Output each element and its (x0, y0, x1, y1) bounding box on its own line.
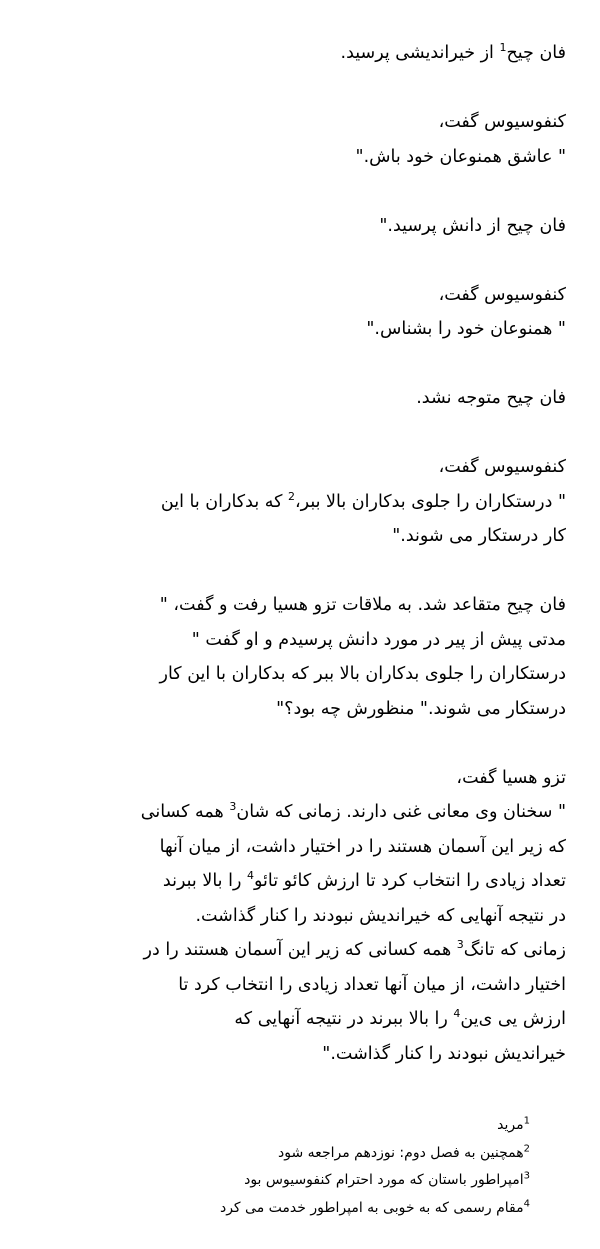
text-line (30, 485, 566, 520)
text-run: کار درستکار می شوند." (392, 526, 566, 546)
text-run: از خیراندیشی پرسید. (340, 43, 500, 63)
text-run: در نتیجه آنهایی که خیراندیش نبودند را کنار گذاشت. (195, 905, 566, 926)
body-text (30, 36, 566, 1106)
paragraph (30, 381, 566, 416)
text-run: کنفوسیوس گفت، (438, 112, 566, 132)
paragraph (30, 450, 566, 554)
paragraph (30, 36, 566, 71)
footnote-marker: 4 (246, 869, 254, 883)
footnote-list (60, 1112, 530, 1222)
text-line (30, 933, 566, 968)
text-line (30, 864, 566, 899)
footnote (60, 1112, 530, 1140)
text-line (30, 968, 566, 1003)
footnote-marker: 1 (523, 1115, 530, 1127)
text-run: تعداد زیادی را انتخاب کرد تا ارزش کائو تائو (253, 871, 566, 891)
footnotes (60, 1112, 530, 1222)
text-run: " عاشق همنوعان خود باش." (355, 146, 566, 167)
text-line (30, 761, 566, 796)
text-run: همه کسانی (140, 802, 230, 822)
text-line (30, 381, 566, 416)
footnote (60, 1140, 530, 1168)
text-run: را بالا ببرند در نتیجه آنهایی که (234, 1009, 454, 1029)
text-line (30, 450, 566, 485)
text-line (30, 623, 566, 658)
paragraph (30, 588, 566, 726)
text-line (30, 519, 566, 554)
text-run: ارزش یی ی‌ین (460, 1009, 566, 1029)
text-line (30, 830, 566, 865)
paragraph (30, 761, 566, 1072)
text-run: مقام رسمی که به خوبی به امپراطور خدمت می کرد (219, 1199, 524, 1216)
footnote (60, 1167, 530, 1195)
text-run: اختیار داشت، از میان آنها تعداد زیادی را انتخاب کرد تا (178, 974, 566, 995)
text-line (30, 312, 566, 347)
text-run: فان چیح از دانش پرسید." (379, 215, 566, 236)
paragraph-list (30, 36, 566, 1071)
text-line (30, 140, 566, 175)
text-run: خیراندیش نبودند را کنار گذاشت." (322, 1043, 566, 1064)
footnote-marker: 4 (523, 1197, 530, 1209)
footnote-marker: 3 (523, 1170, 530, 1182)
text-line (30, 899, 566, 934)
paragraph (30, 278, 566, 347)
footnote-marker: 4 (453, 1007, 461, 1021)
footnote-marker: 3 (456, 938, 464, 952)
text-line (30, 209, 566, 244)
text-line (30, 105, 566, 140)
text-run: مدتی پیش از پیر در مورد دانش پرسیدم و او گفت " (191, 629, 566, 650)
text-run: " درستکاران را جلوی بدکاران بالا ببر، (295, 491, 566, 512)
text-run: فان چیح (506, 43, 566, 63)
text-run: تزو هسیا گفت، (456, 767, 566, 788)
text-run: فان چیح متوجه نشد. (416, 388, 566, 408)
text-line (30, 657, 566, 692)
text-run: کنفوسیوس گفت، (438, 284, 566, 305)
text-run: کنفوسیوس گفت، (438, 457, 566, 477)
footnote-marker: 2 (288, 489, 296, 503)
text-line (30, 278, 566, 313)
text-run: امپراطور باستان که مورد احترام کنفوسیوس بود (244, 1172, 524, 1188)
text-run: همه کسانی که زیر این آسمان هستند را در (143, 940, 457, 960)
paragraph (30, 105, 566, 174)
footnote-marker: 1 (499, 41, 507, 55)
text-run: مرید (497, 1117, 524, 1133)
text-run: فان چیح متقاعد شد. به ملاقات تزو هسیا رفت و گفت، " (159, 595, 566, 615)
text-line (30, 36, 566, 71)
text-run: همچنین به فصل دوم: نوزدهم مراجعه شود (278, 1144, 524, 1161)
text-run: " سخنان وی معانی غنی دارند. زمانی که شان (236, 802, 566, 822)
text-line (30, 1037, 566, 1072)
text-run: که بدکاران با این (160, 491, 289, 512)
text-run: درستکاران را جلوی بدکاران بالا ببر که بدکاران با این کار (159, 664, 566, 684)
paragraph (30, 209, 566, 244)
text-run: که زیر این آسمان هستند را در اختیار داشت، از میان آنها (159, 836, 566, 857)
footnote-marker: 3 (229, 800, 237, 814)
text-line (30, 795, 566, 830)
text-run: زمانی که تانگ (463, 940, 566, 960)
text-run: " همنوعان خود را بشناس." (366, 319, 566, 339)
text-line (30, 588, 566, 623)
text-run: درستکار می شوند." منظورش چه بود؟" (276, 698, 566, 719)
text-line (30, 1002, 566, 1037)
text-line (30, 692, 566, 727)
text-run: را بالا ببرند (162, 871, 247, 891)
footnote-marker: 2 (523, 1142, 530, 1154)
footnote (60, 1195, 530, 1223)
